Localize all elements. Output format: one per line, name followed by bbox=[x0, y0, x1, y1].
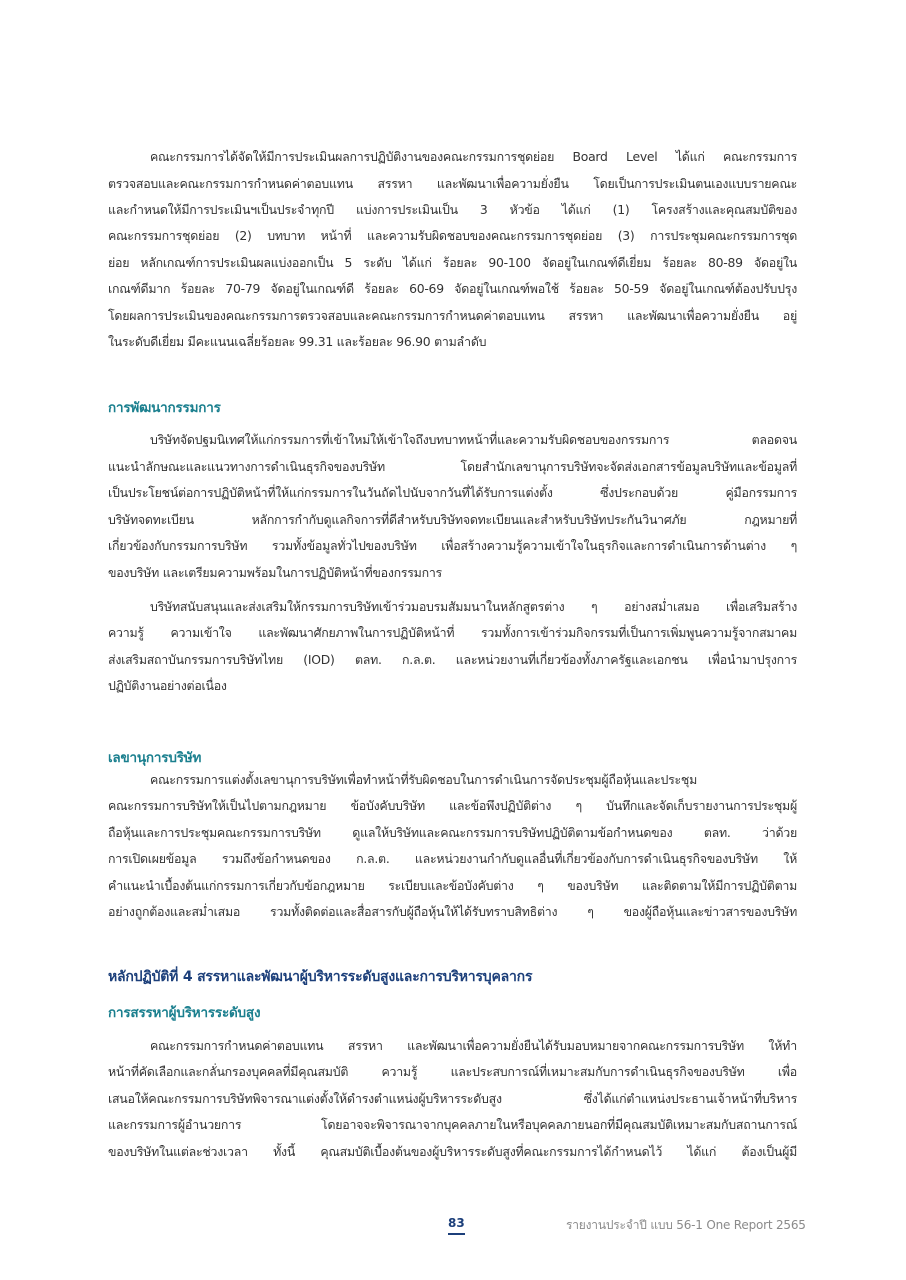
text-line: คณะกรรมการกำหนดค่าตอบแทน สรรหา และพัฒนาเพื่อความยั่งยืนได้รับมอบหมายจากคณะกรรมการบริษัท ให้ทำ bbox=[150, 1038, 797, 1053]
text-line: บริษัทจัดปฐมนิเทศให้แก่กรรมการที่เข้าใหม่ให้เข้าใจถึงบทบาทหน้าที่และความรับผิดชอบของกรรมการ ตลอดจน bbox=[150, 432, 797, 447]
text-line: คณะกรรมการบริษัทให้เป็นไปตามกฎหมาย ข้อบังคับบริษัท และข้อพึงปฏิบัติต่าง ๆ บันทึกและจัดเก็บรายงานการประชุมผู้ bbox=[108, 798, 797, 813]
text-line: โดยผลการประเมินของคณะกรรมการตรวจสอบและคณะกรรมการกำหนดค่าตอบแทน สรรหา และพัฒนาเพื่อความยั่งยืน อยู่ bbox=[108, 308, 797, 323]
text-line: ย่อย หลักเกณฑ์การประเมินผลแบ่งออกเป็น 5 ระดับ ได้แก่ ร้อยละ 90-100 จัดอยู่ในเกณฑ์ดีเยี่ยม ร้อยละ 80-89 จัดอยู่ใน bbox=[108, 255, 797, 270]
text-line: ของบริษัทในแต่ละช่วงเวลา ทั้งนี้ คุณสมบัติเบื้องต้นของผู้บริหารระดับสูงที่คณะกรรมการได้กำหนดไว้ ได้แก่ ต้องเป็นผู้มี bbox=[108, 1144, 797, 1159]
text-line: คณะกรรมการชุดย่อย (2) บทบาท หน้าที่ และความรับผิดชอบของคณะกรรมการชุดย่อย (3) การประชุมคณะกรรมการชุด bbox=[108, 228, 797, 243]
principle-4-heading: หลักปฏิบัติที่ 4 สรรหาและพัฒนาผู้บริหารระดับสูงและการบริหารบุคลากร bbox=[108, 969, 533, 985]
text-line: บริษัทจดทะเบียน หลักการกำกับดูแลกิจการที่ดีสำหรับบริษัทจดทะเบียนและสำหรับบริษัทประกันวินาศภัย กฎหมายที่ bbox=[108, 512, 797, 527]
text-line: แนะนำลักษณะและแนวทางการดำเนินธุรกิจของบริษัท โดยสำนักเลขานุการบริษัทจะจัดส่งเอกสารข้อมูลบริษัทและข้อมูลที่ bbox=[108, 459, 797, 474]
text-line: เป็นประโยชน์ต่อการปฏิบัติหน้าที่ให้แก่กรรมการในวันถัดไปนับจากวันที่ได้รับการแต่งตั้ง ซึ่งประกอบด้วย คู่มือกรรมการ bbox=[108, 485, 797, 500]
text-line: ในระดับดีเยี่ยม มีคะแนนเฉลี่ยร้อยละ 99.31 และร้อยละ 96.90 ตามลำดับ bbox=[108, 334, 487, 349]
section-heading-director-development: การพัฒนากรรมการ bbox=[108, 400, 221, 416]
section-heading-executive-recruitment: การสรรหาผู้บริหารระดับสูง bbox=[108, 1005, 261, 1021]
text-line: คณะกรรมการได้จัดให้มีการประเมินผลการปฏิบัติงานของคณะกรรมการชุดย่อย Board Level ได้แก่ คณะกรรมการ bbox=[150, 149, 797, 164]
text-line: ความรู้ ความเข้าใจ และพัฒนาศักยภาพในการปฏิบัติหน้าที่ รวมทั้งการเข้าร่วมกิจกรรมที่เป็นการเพิ่มพูนความรู้จากสมาคม bbox=[108, 625, 797, 640]
page-number: 83 bbox=[448, 1216, 465, 1230]
text-line: ปฏิบัติงานอย่างต่อเนื่อง bbox=[108, 678, 227, 693]
text-line: อย่างถูกต้องและสม่ำเสมอ รวมทั้งติดต่อและสื่อสารกับผู้ถือหุ้นให้ได้รับทราบสิทธิต่าง ๆ ของผู้ถือหุ้นและข่าวสารของบริษัท bbox=[108, 904, 797, 919]
text-line: ของบริษัท และเตรียมความพร้อมในการปฏิบัติหน้าที่ของกรรมการ bbox=[108, 565, 442, 580]
report-title: รายงานประจำปี แบบ 56-1 One Report 2565 bbox=[566, 1218, 806, 1232]
text-line: เสนอให้คณะกรรมการบริษัทพิจารณาแต่งตั้งให้ดำรงตำแหน่งผู้บริหารระดับสูง ซึ่งได้แก่ตำแหน่งประธานเจ้าหน้าที่บริหาร bbox=[108, 1091, 797, 1106]
text-line: บริษัทสนับสนุนและส่งเสริมให้กรรมการบริษัทเข้าร่วมอบรมสัมมนาในหลักสูตรต่าง ๆ อย่างสม่ำเสมอ เพื่อเสริมสร้าง bbox=[150, 599, 797, 614]
text-line: ส่งเสริมสถาบันกรรมการบริษัทไทย (IOD) ตลท. ก.ล.ต. และหน่วยงานที่เกี่ยวข้องทั้งภาครัฐและเอกชน เพื่อนำมาปรุงการ bbox=[108, 652, 797, 667]
text-line: หน้าที่คัดเลือกและกลั่นกรองบุคคลที่มีคุณสมบัติ ความรู้ และประสบการณ์ที่เหมาะสมกับการดำเนินธุรกิจของบริษัท เพื่อ bbox=[108, 1064, 797, 1079]
text-line: คณะกรรมการแต่งตั้งเลขานุการบริษัทเพื่อทำหน้าที่รับผิดชอบในการดำเนินการจัดประชุมผู้ถือหุ้นและประชุม bbox=[150, 772, 698, 787]
text-line: การเปิดเผยข้อมูล รวมถึงข้อกำหนดของ ก.ล.ต. และหน่วยงานกำกับดูแลอื่นที่เกี่ยวข้องกับการดำเนินธุรกิจของบริษัท ให้ bbox=[108, 851, 797, 866]
text-line: ตรวจสอบและคณะกรรมการกำหนดค่าตอบแทน สรรหา และพัฒนาเพื่อความยั่งยืน โดยเป็นการประเมินตนเองแบบรายคณะ bbox=[108, 176, 797, 191]
text-line: เกี่ยวข้องกับกรรมการบริษัท รวมทั้งข้อมูลทั่วไปของบริษัท เพื่อสร้างความรู้ความเข้าใจในธุรกิจและการดำเนินการด้านต่าง ๆ bbox=[108, 538, 797, 553]
text-line: เกณฑ์ดีมาก ร้อยละ 70-79 จัดอยู่ในเกณฑ์ดี ร้อยละ 60-69 จัดอยู่ในเกณฑ์พอใช้ ร้อยละ 50-59 จัดอยู่ในเกณฑ์ต้องปรับปรุง bbox=[108, 281, 797, 296]
text-line: ถือหุ้นและการประชุมคณะกรรมการบริษัท ดูแลให้บริษัทและคณะกรรมการบริษัทปฏิบัติตามข้อกำหนดของ ตลท. ว่าด้วย bbox=[108, 825, 797, 840]
text-line: และกรรมการผู้อำนวยการ โดยอาจจะพิจารณาจากบุคคลภายในหรือบุคคลภายนอกที่มีคุณสมบัติเหมาะสมกับสถานการณ์ bbox=[108, 1117, 797, 1132]
text-line: และกำหนดให้มีการประเมินฯเป็นประจำทุกปี แบ่งการประเมินเป็น 3 หัวข้อ ได้แก่ (1) โครงสร้างและคุณสมบัติของ bbox=[108, 202, 797, 217]
text-line: คำแนะนำเบื้องต้นแก่กรรมการเกี่ยวกับข้อกฎหมาย ระเบียบและข้อบังคับต่าง ๆ ของบริษัท และติดตามให้มีการปฏิบัติตาม bbox=[108, 878, 797, 893]
section-heading-company-secretary: เลขานุการบริษัท bbox=[108, 750, 202, 766]
